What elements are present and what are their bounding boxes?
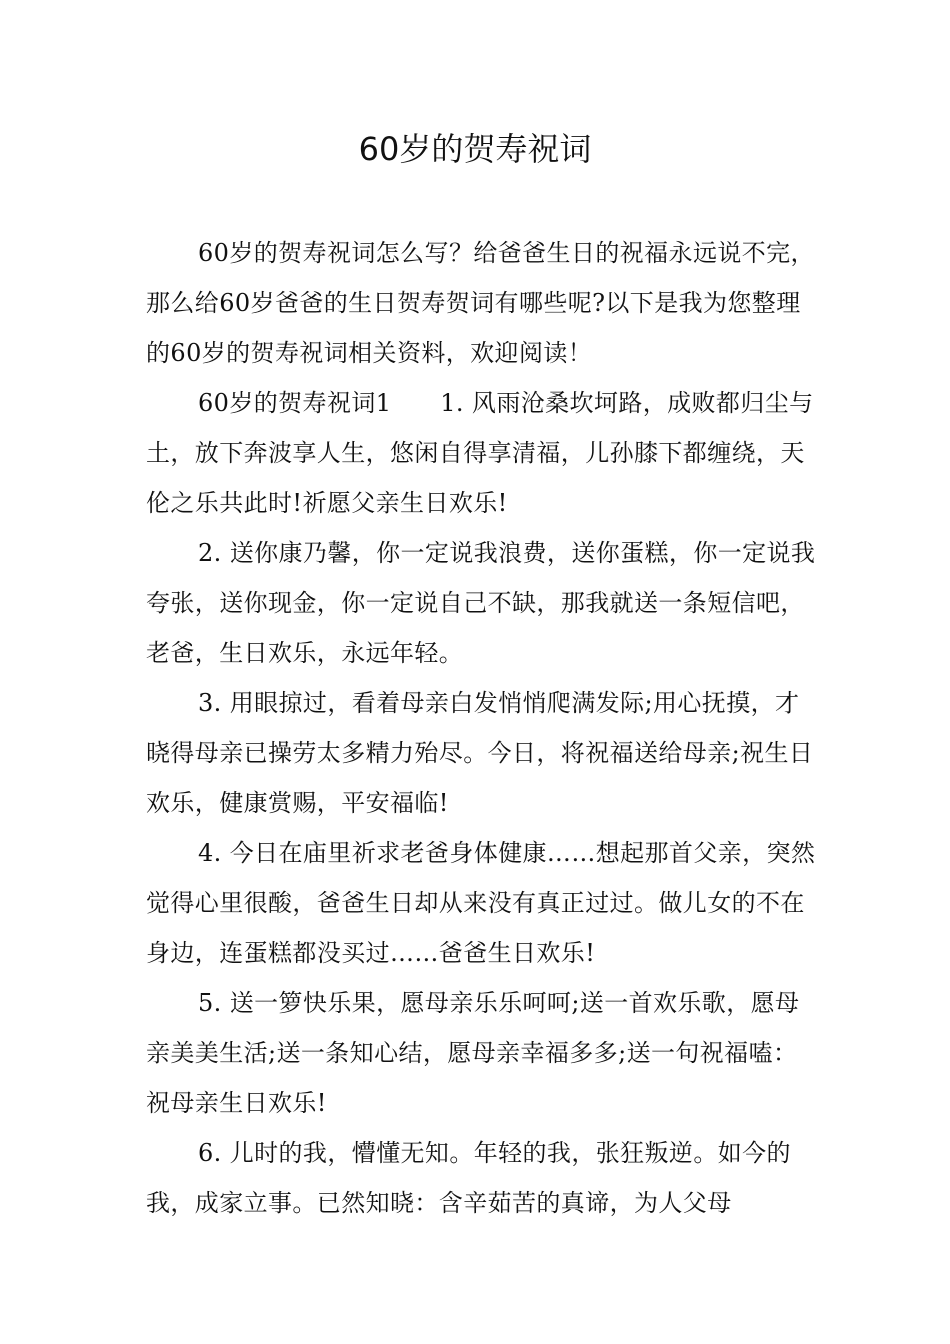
- paragraph-item-1: 60岁的贺寿祝词1 1. 风雨沧桑坎坷路，成败都归尘与土，放下奔波享人生，悠闲自得享清福，儿孙膝下都缠绕，天伦之乐共此时!祈愿父亲生日欢乐!: [146, 389, 814, 517]
- paragraph-item-5: 5. 送一箩快乐果，愿母亲乐乐呵呵;送一首欢乐歌，愿母亲美美生活;送一条知心结，愿母亲幸福多多;送一句祝福嗑：祝母亲生日欢乐!: [146, 989, 800, 1117]
- paragraph-item-3: 3. 用眼掠过，看着母亲白发悄悄爬满发际;用心抚摸，才晓得母亲已操劳太多精力殆尽。今日，将祝福送给母亲;祝生日欢乐，健康赏赐，平安福临!: [146, 689, 814, 817]
- paragraph-intro: 60岁的贺寿祝词怎么写？给爸爸生日的祝福永远说不完，那么给60岁爸爸的生日贺寿贺词有哪些呢?以下是我为您整理的60岁的贺寿祝词相关资料，欢迎阅读！: [146, 239, 815, 367]
- document-title: 60岁的贺寿祝词: [358, 130, 592, 168]
- document-body: [146, 228, 818, 1228]
- paragraph-item-6: 6. 儿时的我，懵懂无知。年轻的我，张狂叛逆。如今的我，成家立事。已然知晓：含辛茹苦的真谛，为人父母: [146, 1139, 791, 1217]
- paragraph-item-4: 4. 今日在庙里祈求老爸身体健康……想起那首父亲，突然觉得心里很酸，爸爸生日却从来没有真正过过。做儿女的不在身边，连蛋糕都没买过……爸爸生日欢乐!: [146, 839, 816, 967]
- paragraph-item-2: 2. 送你康乃馨，你一定说我浪费，送你蛋糕，你一定说我夸张，送你现金，你一定说自己不缺，那我就送一条短信吧，老爸，生日欢乐，永远年轻。: [146, 539, 816, 667]
